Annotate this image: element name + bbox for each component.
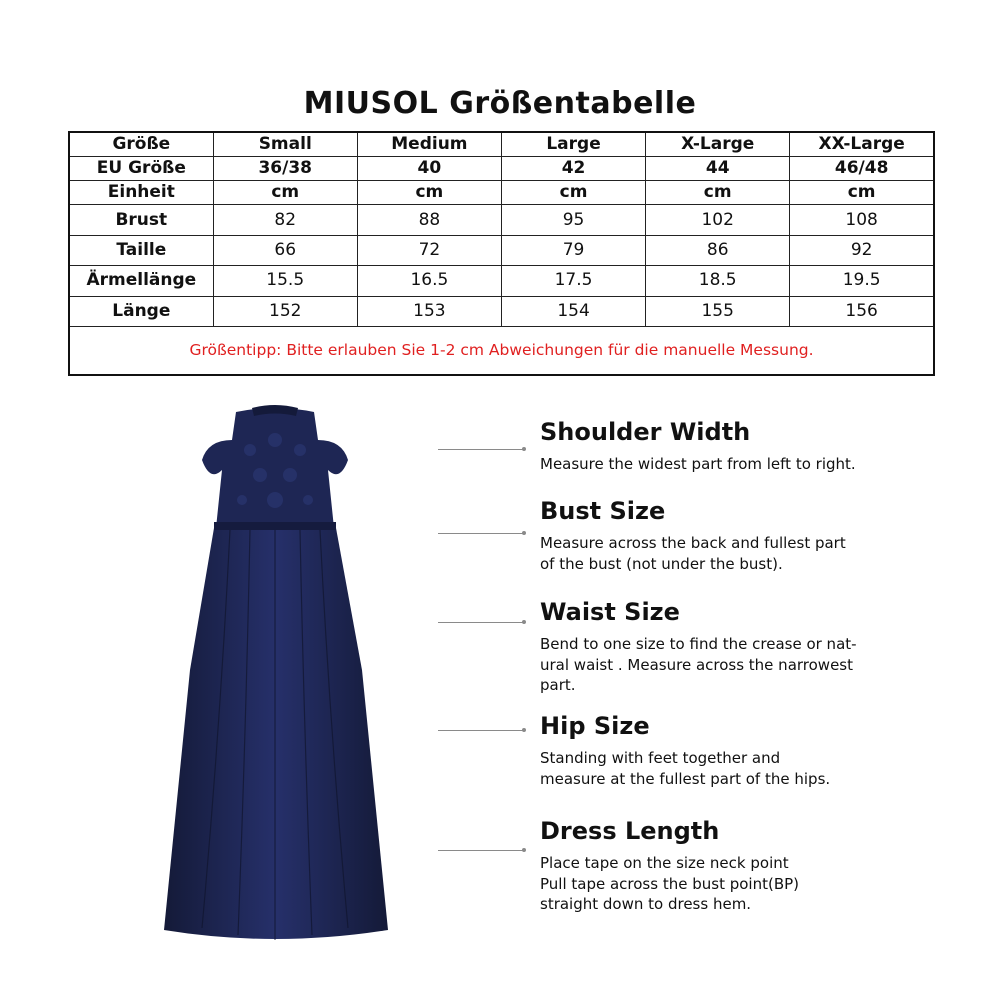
- table-cell: 19.5: [790, 266, 934, 296]
- table-cell: 46/48: [790, 156, 934, 180]
- measure-heading: Dress Length: [540, 817, 720, 845]
- pointer-line-bust: [438, 533, 524, 534]
- table-row-eu: [69, 156, 934, 180]
- table-cell: 15.5: [213, 266, 357, 296]
- table-row-brust: [69, 205, 934, 235]
- measure-bust: [540, 497, 920, 574]
- table-cell: Länge: [69, 296, 213, 326]
- pointer-line-waist: [438, 622, 524, 623]
- table-cell: 155: [646, 296, 790, 326]
- page-title: MIUSOL Größentabelle: [303, 86, 697, 121]
- table-row-taille: [69, 235, 934, 265]
- table-cell: 152: [213, 296, 357, 326]
- table-cell: Ärmellänge: [69, 266, 213, 296]
- table-cell: cm: [501, 181, 645, 205]
- table-cell: 40: [357, 156, 501, 180]
- measure-text: Place tape on the size neck point Pull tape across the bust point(BP) straight down to dress hem.: [540, 854, 800, 913]
- pointer-line-hip: [438, 730, 524, 731]
- table-cell: cm: [646, 181, 790, 205]
- table-cell: 154: [501, 296, 645, 326]
- pointer-line-shoulder: [438, 449, 524, 450]
- measure-length: [540, 817, 920, 915]
- table-cell: X-Large: [646, 132, 790, 156]
- table-cell: 86: [646, 235, 790, 265]
- table-cell: 16.5: [357, 266, 501, 296]
- measure-heading: Bust Size: [540, 497, 666, 525]
- table-row-unit: [69, 181, 934, 205]
- dress-image: [150, 400, 400, 945]
- size-table: [68, 131, 935, 376]
- dress-skirt: [164, 528, 388, 939]
- table-cell: Small: [213, 132, 357, 156]
- measure-text: Standing with feet together and measure at the fullest part of the hips.: [540, 749, 831, 788]
- table-cell: 88: [357, 205, 501, 235]
- table-cell: 44: [646, 156, 790, 180]
- measure-text: Bend to one size to find the crease or nat- ural waist . Measure across the narrowest part.: [540, 635, 857, 694]
- table-cell: 95: [501, 205, 645, 235]
- table-cell: 36/38: [213, 156, 357, 180]
- table-cell: 102: [646, 205, 790, 235]
- table-cell: XX-Large: [790, 132, 934, 156]
- table-cell: cm: [790, 181, 934, 205]
- table-cell: Brust: [69, 205, 213, 235]
- table-row-laenge: [69, 296, 934, 326]
- pointer-line-length: [438, 850, 524, 851]
- size-tip-note: Größentipp: Bitte erlauben Sie 1-2 cm Abweichungen für die manuelle Messung.: [69, 326, 934, 375]
- measure-hip: [540, 712, 920, 789]
- table-row-size: [69, 132, 934, 156]
- measure-heading: Waist Size: [540, 598, 680, 626]
- table-cell: 18.5: [646, 266, 790, 296]
- measure-waist: [540, 598, 920, 696]
- table-cell: Einheit: [69, 181, 213, 205]
- table-cell: Medium: [357, 132, 501, 156]
- measure-text: Measure the widest part from left to right.: [540, 455, 856, 473]
- table-cell: 82: [213, 205, 357, 235]
- table-cell: Taille: [69, 235, 213, 265]
- table-cell: Größe: [69, 132, 213, 156]
- dress-waistband: [214, 522, 336, 530]
- table-cell: cm: [213, 181, 357, 205]
- table-row-note: [69, 326, 934, 375]
- measure-shoulder: [540, 418, 920, 475]
- table-cell: Large: [501, 132, 645, 156]
- table-cell: 79: [501, 235, 645, 265]
- measure-heading: Hip Size: [540, 712, 650, 740]
- table-row-aermel: [69, 266, 934, 296]
- table-cell: 66: [213, 235, 357, 265]
- table-cell: 153: [357, 296, 501, 326]
- table-cell: EU Größe: [69, 156, 213, 180]
- measure-heading: Shoulder Width: [540, 418, 751, 446]
- table-cell: 108: [790, 205, 934, 235]
- measure-text: Measure across the back and fullest part of the bust (not under the bust).: [540, 534, 846, 573]
- dress-bodice: [202, 408, 348, 528]
- table-cell: 72: [357, 235, 501, 265]
- table-cell: 17.5: [501, 266, 645, 296]
- table-cell: 42: [501, 156, 645, 180]
- table-cell: cm: [357, 181, 501, 205]
- table-cell: 92: [790, 235, 934, 265]
- table-cell: 156: [790, 296, 934, 326]
